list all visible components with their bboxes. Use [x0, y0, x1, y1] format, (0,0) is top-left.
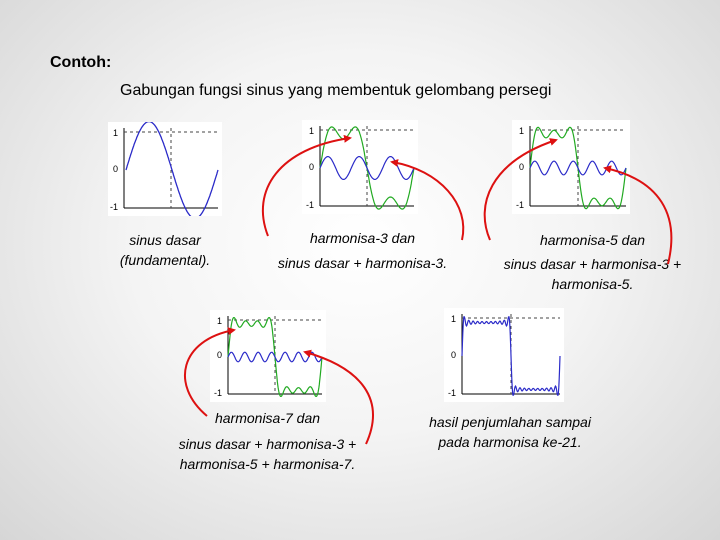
- caption-line: sinus dasar + harmonisa-3 +: [503, 256, 682, 272]
- tick-label-top: 1: [450, 314, 456, 324]
- caption-line: harmonisa-5 dan: [539, 232, 646, 248]
- tick-label-bottom: -1: [447, 388, 456, 398]
- tick-label-zero: 0: [518, 162, 524, 172]
- tick-label-bottom: -1: [515, 200, 524, 210]
- fundamental-curve: [126, 122, 218, 216]
- plot-harmonic-7: [210, 310, 326, 402]
- caption-line: pada harmonisa ke-21.: [438, 434, 582, 450]
- plot-harmonic-7-svg: [210, 310, 326, 402]
- plot-harmonic-3-svg: [302, 120, 418, 214]
- plot-harmonic-21: [444, 308, 564, 402]
- caption-harmonic-7: [160, 408, 375, 474]
- caption-line: hasil penjumlahan sampai: [429, 414, 591, 430]
- caption-harmonic-3: [255, 228, 470, 273]
- plot-harmonic-3: [302, 120, 418, 214]
- page-heading: Contoh:: [50, 54, 112, 71]
- caption-line: harmonisa-5 + harmonisa-7.: [179, 456, 356, 472]
- caption-harmonic-21: [405, 412, 615, 452]
- tick-label-zero: 0: [450, 350, 456, 360]
- tick-label-top: 1: [112, 128, 118, 138]
- caption-line: sinus dasar + harmonisa-3.: [277, 255, 448, 271]
- plot-harmonic-5-svg: [512, 120, 630, 214]
- plot-harmonic-21-svg: [444, 308, 564, 402]
- tick-label-bottom: -1: [305, 200, 314, 210]
- caption-line: harmonisa-5.: [551, 276, 634, 292]
- page-subtitle: Gabungan fungsi sinus yang membentuk gelombang persegi: [120, 82, 552, 99]
- tick-label-zero: 0: [112, 164, 118, 174]
- caption-fundamental: [90, 230, 240, 270]
- tick-label-top: 1: [518, 126, 524, 136]
- tick-label-bottom: -1: [213, 388, 222, 398]
- caption-harmonic-5: [480, 230, 705, 294]
- caption-line: harmonisa-3 dan: [309, 230, 416, 246]
- caption-line: sinus dasar + harmonisa-3 +: [178, 436, 357, 452]
- tick-label-zero: 0: [216, 350, 222, 360]
- tick-label-bottom: -1: [109, 202, 118, 212]
- plot-fundamental: [108, 122, 222, 216]
- tick-label-top: 1: [308, 126, 314, 136]
- plot-harmonic-5: [512, 120, 630, 214]
- plot-fundamental-svg: [108, 122, 222, 216]
- caption-line: sinus dasar: [129, 232, 201, 248]
- tick-label-top: 1: [216, 316, 222, 326]
- caption-line: harmonisa-7 dan: [214, 410, 321, 426]
- tick-label-zero: 0: [308, 162, 314, 172]
- caption-line: (fundamental).: [119, 252, 211, 268]
